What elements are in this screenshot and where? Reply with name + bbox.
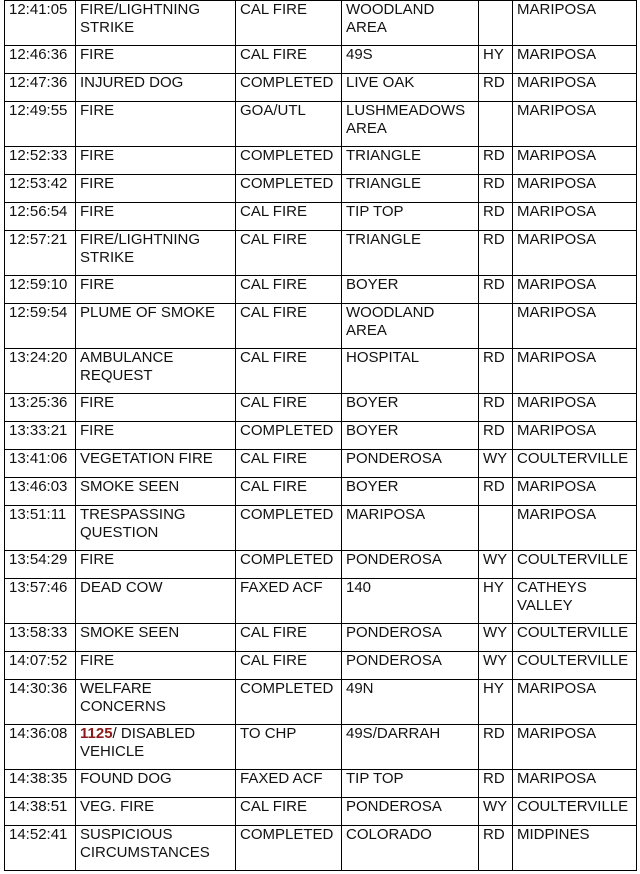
log-row (5, 1, 637, 46)
log-cell-incident (76, 725, 236, 770)
log-cell-disposition: CAL FIRE (236, 394, 342, 422)
log-cell-disposition: COMPLETED (236, 826, 342, 871)
incident-code: 1125 (80, 725, 113, 742)
log-cell-disposition: CAL FIRE (236, 1, 342, 46)
log-cell-disposition: FAXED ACF (236, 579, 342, 624)
log-cell-city: MARIPOSA (513, 725, 637, 770)
log-cell-time: 13:58:33 (5, 624, 76, 652)
log-cell-incident: VEGETATION FIRE (76, 450, 236, 478)
log-row (5, 102, 637, 147)
log-cell-suffix: WY (479, 450, 513, 478)
log-cell-incident: FIRE (76, 102, 236, 147)
log-cell-suffix (479, 102, 513, 147)
log-cell-location: TRIANGLE (342, 147, 479, 175)
log-row (5, 46, 637, 74)
log-cell-disposition: CAL FIRE (236, 478, 342, 506)
log-cell-location: PONDEROSA (342, 798, 479, 826)
log-cell-location: BOYER (342, 394, 479, 422)
log-cell-suffix: RD (479, 826, 513, 871)
log-cell-disposition: CAL FIRE (236, 450, 342, 478)
log-cell-time: 12:57:21 (5, 231, 76, 276)
log-cell-disposition: COMPLETED (236, 175, 342, 203)
log-cell-suffix: WY (479, 798, 513, 826)
log-cell-incident: WELFARE CONCERNS (76, 680, 236, 725)
log-cell-time: 12:53:42 (5, 175, 76, 203)
log-cell-disposition: COMPLETED (236, 551, 342, 579)
log-cell-incident: FIRE/LIGHTNING STRIKE (76, 231, 236, 276)
log-cell-city: COULTERVILLE (513, 450, 637, 478)
log-cell-location: BOYER (342, 276, 479, 304)
log-row (5, 394, 637, 422)
log-cell-incident: AMBULANCE REQUEST (76, 349, 236, 394)
log-cell-time: 14:07:52 (5, 652, 76, 680)
log-cell-city: COULTERVILLE (513, 652, 637, 680)
log-cell-disposition: COMPLETED (236, 147, 342, 175)
log-cell-city: COULTERVILLE (513, 798, 637, 826)
log-cell-suffix: RD (479, 770, 513, 798)
log-cell-location: LIVE OAK (342, 74, 479, 102)
log-cell-city: MARIPOSA (513, 46, 637, 74)
log-cell-suffix (479, 1, 513, 46)
log-cell-time: 12:49:55 (5, 102, 76, 147)
log-row (5, 175, 637, 203)
log-cell-time: 13:57:46 (5, 579, 76, 624)
log-row (5, 725, 637, 770)
log-cell-time: 12:41:05 (5, 1, 76, 46)
log-row (5, 478, 637, 506)
log-cell-time: 14:36:08 (5, 725, 76, 770)
log-cell-suffix: RD (479, 422, 513, 450)
log-row (5, 304, 637, 349)
log-cell-disposition: FAXED ACF (236, 770, 342, 798)
incident-log-body (5, 1, 637, 871)
log-cell-city: MARIPOSA (513, 175, 637, 203)
log-cell-incident: FIRE (76, 394, 236, 422)
log-cell-location: 140 (342, 579, 479, 624)
log-cell-city: MARIPOSA (513, 478, 637, 506)
log-row (5, 652, 637, 680)
log-row (5, 579, 637, 624)
log-cell-city: CATHEYS VALLEY (513, 579, 637, 624)
log-cell-disposition: COMPLETED (236, 422, 342, 450)
log-cell-suffix: WY (479, 624, 513, 652)
log-cell-time: 14:38:51 (5, 798, 76, 826)
log-cell-location: WOODLAND AREA (342, 304, 479, 349)
log-cell-time: 13:33:21 (5, 422, 76, 450)
log-cell-incident: TRESPASSING QUESTION (76, 506, 236, 551)
log-row (5, 276, 637, 304)
log-cell-suffix: HY (479, 680, 513, 725)
log-cell-suffix: RD (479, 725, 513, 770)
log-cell-suffix (479, 304, 513, 349)
log-cell-location: BOYER (342, 478, 479, 506)
log-cell-time: 12:59:10 (5, 276, 76, 304)
log-row (5, 349, 637, 394)
log-cell-incident: DEAD COW (76, 579, 236, 624)
log-cell-city: MARIPOSA (513, 349, 637, 394)
log-cell-time: 13:46:03 (5, 478, 76, 506)
log-row (5, 74, 637, 102)
log-cell-disposition: COMPLETED (236, 74, 342, 102)
log-cell-time: 13:41:06 (5, 450, 76, 478)
log-cell-city: COULTERVILLE (513, 624, 637, 652)
log-cell-incident: FIRE (76, 551, 236, 579)
log-row (5, 770, 637, 798)
log-cell-city: COULTERVILLE (513, 551, 637, 579)
log-cell-suffix: RD (479, 349, 513, 394)
log-cell-disposition: CAL FIRE (236, 349, 342, 394)
log-cell-location: WOODLAND AREA (342, 1, 479, 46)
log-cell-location: TRIANGLE (342, 175, 479, 203)
log-cell-disposition: CAL FIRE (236, 624, 342, 652)
log-row (5, 231, 637, 276)
log-cell-disposition: CAL FIRE (236, 652, 342, 680)
log-cell-location: 49S (342, 46, 479, 74)
log-cell-time: 12:52:33 (5, 147, 76, 175)
log-cell-time: 14:38:35 (5, 770, 76, 798)
log-cell-location: PONDEROSA (342, 652, 479, 680)
log-row (5, 624, 637, 652)
log-cell-disposition: CAL FIRE (236, 276, 342, 304)
log-cell-disposition: COMPLETED (236, 680, 342, 725)
log-cell-disposition: TO CHP (236, 725, 342, 770)
incident-log-table (4, 0, 637, 871)
log-cell-city: MARIPOSA (513, 276, 637, 304)
log-cell-incident: FIRE/LIGHTNING STRIKE (76, 1, 236, 46)
log-cell-incident: SUSPICIOUS CIRCUMSTANCES (76, 826, 236, 871)
log-cell-location: COLORADO (342, 826, 479, 871)
log-row (5, 422, 637, 450)
log-cell-suffix: RD (479, 394, 513, 422)
log-cell-disposition: COMPLETED (236, 506, 342, 551)
log-cell-incident: SMOKE SEEN (76, 624, 236, 652)
log-cell-disposition: CAL FIRE (236, 304, 342, 349)
log-cell-incident: FIRE (76, 276, 236, 304)
log-cell-time: 13:24:20 (5, 349, 76, 394)
log-row (5, 551, 637, 579)
log-row (5, 680, 637, 725)
log-cell-city: MARIPOSA (513, 1, 637, 46)
log-cell-city: MARIPOSA (513, 304, 637, 349)
log-cell-city: MARIPOSA (513, 74, 637, 102)
log-cell-incident: FIRE (76, 203, 236, 231)
log-cell-location: 49S/DARRAH (342, 725, 479, 770)
incident-text: / DISABLED VEHICLE (80, 725, 196, 760)
log-cell-city: MARIPOSA (513, 680, 637, 725)
log-cell-city: MARIPOSA (513, 231, 637, 276)
log-cell-incident: FIRE (76, 175, 236, 203)
log-cell-incident: SMOKE SEEN (76, 478, 236, 506)
log-cell-suffix: RD (479, 74, 513, 102)
log-cell-location: PONDEROSA (342, 450, 479, 478)
log-cell-disposition: CAL FIRE (236, 203, 342, 231)
log-cell-suffix: RD (479, 203, 513, 231)
log-cell-incident: FIRE (76, 46, 236, 74)
log-row (5, 203, 637, 231)
log-cell-location: TIP TOP (342, 770, 479, 798)
log-cell-time: 14:30:36 (5, 680, 76, 725)
log-cell-incident: FOUND DOG (76, 770, 236, 798)
log-cell-suffix: WY (479, 652, 513, 680)
log-cell-location: TRIANGLE (342, 231, 479, 276)
log-row (5, 798, 637, 826)
log-cell-disposition: CAL FIRE (236, 798, 342, 826)
log-cell-time: 13:51:11 (5, 506, 76, 551)
log-cell-city: MARIPOSA (513, 770, 637, 798)
log-cell-location: 49N (342, 680, 479, 725)
log-cell-suffix: HY (479, 579, 513, 624)
log-cell-disposition: GOA/UTL (236, 102, 342, 147)
log-cell-suffix: WY (479, 551, 513, 579)
log-cell-location: MARIPOSA (342, 506, 479, 551)
log-cell-incident: FIRE (76, 147, 236, 175)
log-cell-incident: INJURED DOG (76, 74, 236, 102)
log-cell-location: TIP TOP (342, 203, 479, 231)
log-cell-suffix (479, 506, 513, 551)
log-cell-city: MARIPOSA (513, 422, 637, 450)
log-cell-city: MARIPOSA (513, 147, 637, 175)
log-cell-city: MARIPOSA (513, 102, 637, 147)
log-cell-city: MARIPOSA (513, 506, 637, 551)
log-cell-location: PONDEROSA (342, 551, 479, 579)
log-cell-location: HOSPITAL (342, 349, 479, 394)
log-cell-city: MARIPOSA (513, 394, 637, 422)
log-cell-suffix: RD (479, 175, 513, 203)
log-cell-suffix: RD (479, 231, 513, 276)
log-cell-location: BOYER (342, 422, 479, 450)
log-cell-time: 12:59:54 (5, 304, 76, 349)
log-cell-time: 12:46:36 (5, 46, 76, 74)
log-row (5, 450, 637, 478)
log-cell-suffix: RD (479, 478, 513, 506)
log-cell-disposition: CAL FIRE (236, 231, 342, 276)
log-cell-location: PONDEROSA (342, 624, 479, 652)
log-cell-incident: FIRE (76, 652, 236, 680)
log-cell-time: 12:47:36 (5, 74, 76, 102)
log-row (5, 147, 637, 175)
log-cell-time: 13:54:29 (5, 551, 76, 579)
log-cell-suffix: RD (479, 147, 513, 175)
log-cell-incident: VEG. FIRE (76, 798, 236, 826)
log-cell-time: 13:25:36 (5, 394, 76, 422)
log-cell-incident: PLUME OF SMOKE (76, 304, 236, 349)
log-cell-city: MIDPINES (513, 826, 637, 871)
log-cell-disposition: CAL FIRE (236, 46, 342, 74)
log-cell-city: MARIPOSA (513, 203, 637, 231)
log-cell-incident: FIRE (76, 422, 236, 450)
log-cell-time: 12:56:54 (5, 203, 76, 231)
log-cell-location: LUSHMEADOWS AREA (342, 102, 479, 147)
log-cell-time: 14:52:41 (5, 826, 76, 871)
log-cell-suffix: RD (479, 276, 513, 304)
log-row (5, 506, 637, 551)
log-cell-suffix: HY (479, 46, 513, 74)
log-row (5, 826, 637, 871)
